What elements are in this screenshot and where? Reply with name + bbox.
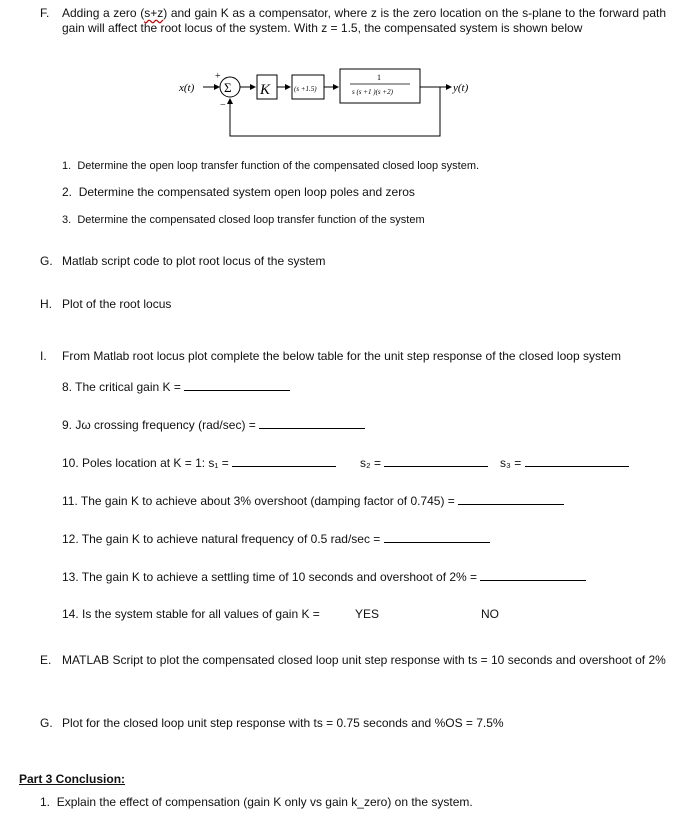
section-h-text: Plot of the root locus xyxy=(62,297,172,311)
plant-denominator: s (s +1 )(s +2) xyxy=(352,88,393,96)
gain-label: K xyxy=(260,82,271,98)
question-13: 13. The gain K to achieve a settling time of 10 seconds and overshoot of 2% = xyxy=(62,569,586,584)
sum-symbol: Σ xyxy=(224,80,232,95)
conclusion-heading: Part 3 Conclusion: xyxy=(19,772,126,786)
zero-block-label: (s +1.5) xyxy=(294,85,317,93)
f-item-1: 1. Determine the open loop transfer function of the compensated closed loop system. xyxy=(62,160,480,172)
block-diagram xyxy=(170,60,480,142)
question-14-no[interactable]: NO xyxy=(481,607,499,621)
answer-blank[interactable] xyxy=(384,455,488,467)
plant-numerator: 1 xyxy=(377,73,381,82)
plus-sign: + xyxy=(215,71,221,82)
conclusion-item-1: 1. Explain the effect of compensation (gain K only vs gain k_zero) on the system. xyxy=(40,795,473,809)
answer-blank[interactable] xyxy=(259,417,365,429)
section-i-text: From Matlab root locus plot complete the below table for the unit step response of the closed loop system xyxy=(62,349,621,363)
answer-blank[interactable] xyxy=(184,379,290,391)
question-10-s3: s₃ = xyxy=(500,455,629,470)
answer-blank[interactable] xyxy=(232,455,336,467)
section-g-letter: G. xyxy=(40,254,53,268)
question-10: 10. Poles location at K = 1: s₁ = xyxy=(62,455,336,470)
f-item-3: 3. Determine the compensated closed loop transfer function of the system xyxy=(62,214,425,226)
section-e-letter: E. xyxy=(40,653,52,667)
question-12: 12. The gain K to achieve natural frequency of 0.5 rad/sec = xyxy=(62,531,490,546)
section-g2-text: Plot for the closed loop unit step response with ts = 0.75 seconds and %OS = 7.5% xyxy=(62,716,504,730)
section-f-letter: F. xyxy=(40,6,50,20)
section-f-text: Adding a zero (s+z) and gain K as a compensator, where z is the zero location on the s-plane to the forward path gain will affect the root locus of the system. With z = 1.5, the compensated system is shown below xyxy=(62,6,666,35)
output-signal-label: y(t) xyxy=(453,82,469,94)
section-g-text: Matlab script code to plot root locus of the system xyxy=(62,254,326,268)
question-14: 14. Is the system stable for all values of gain K = xyxy=(62,607,320,621)
answer-blank[interactable] xyxy=(384,531,490,543)
input-signal-label: x(t) xyxy=(179,82,195,94)
section-g2-letter: G. xyxy=(40,716,53,730)
section-i-letter: I. xyxy=(40,349,47,363)
minus-sign: − xyxy=(220,100,226,111)
zero-expression: s+z xyxy=(144,6,164,20)
section-e-text: MATLAB Script to plot the compensated closed loop unit step response with ts = 10 seconds and overshoot of 2% xyxy=(62,653,666,667)
answer-blank[interactable] xyxy=(480,569,586,581)
question-9: 9. Jω crossing frequency (rad/sec) = xyxy=(62,417,365,432)
answer-blank[interactable] xyxy=(458,493,564,505)
question-11: 11. The gain K to achieve about 3% overshoot (damping factor of 0.745) = xyxy=(62,493,564,508)
question-8: 8. The critical gain K = xyxy=(62,379,290,394)
answer-blank[interactable] xyxy=(525,455,629,467)
question-14-yes[interactable]: YES xyxy=(355,607,380,621)
f-item-2: 2. Determine the compensated system open loop poles and zeros xyxy=(62,185,415,199)
section-h-letter: H. xyxy=(40,297,52,311)
question-10-s2: s₂ = xyxy=(360,455,488,470)
